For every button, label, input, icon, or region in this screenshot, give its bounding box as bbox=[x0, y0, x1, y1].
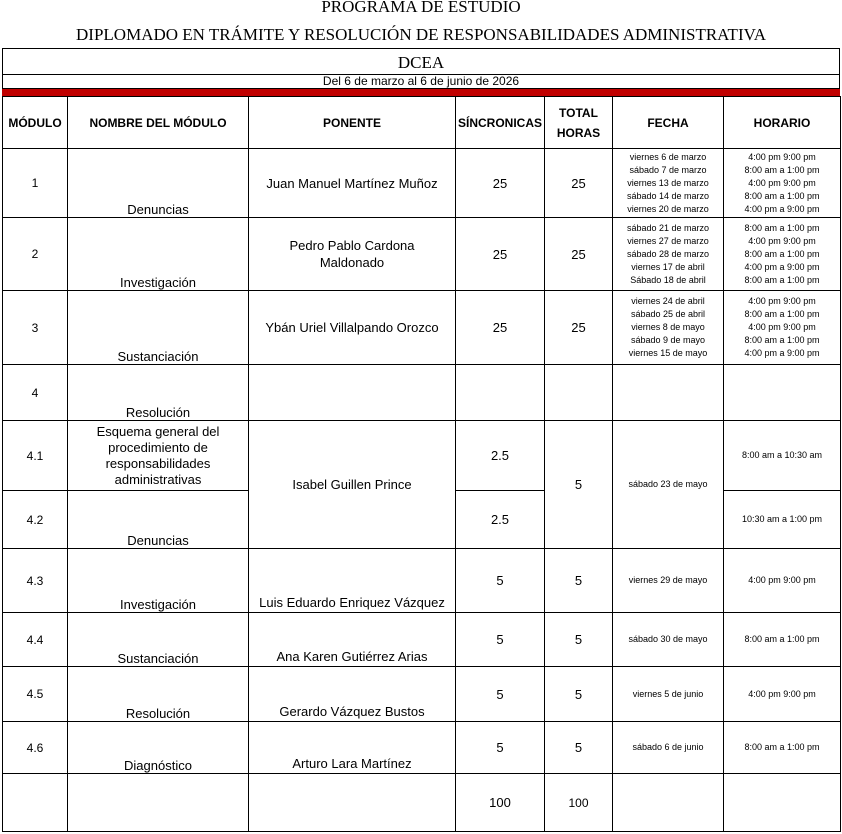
nombre-cell: Resolución bbox=[68, 667, 249, 722]
ponente-cell: Ybán Uriel Villalpando Orozco bbox=[249, 291, 456, 365]
total-cell: 5 bbox=[545, 667, 613, 722]
nombre-cell bbox=[68, 774, 249, 832]
fecha-item: viernes 27 de marzo bbox=[627, 235, 709, 246]
nombre-cell: Investigación bbox=[68, 218, 249, 291]
fecha-cell bbox=[613, 218, 724, 291]
nombre-cell: Investigación bbox=[68, 549, 249, 613]
horario-item: 8:00 am a 1:00 pm bbox=[744, 335, 820, 345]
table-row bbox=[3, 613, 841, 667]
horario-cell bbox=[724, 149, 841, 218]
modulo-cell: 2 bbox=[3, 218, 68, 291]
nombre-cell: Sustanciación bbox=[68, 613, 249, 667]
total-sincronicas: 100 bbox=[456, 774, 545, 832]
modulo-cell: 4.6 bbox=[3, 722, 68, 774]
col-total-line2: HORAS bbox=[556, 125, 601, 140]
fecha-item: sábado 7 de marzo bbox=[629, 164, 707, 175]
sincronicas-cell: 25 bbox=[456, 149, 545, 218]
fecha-cell: sábado 30 de mayo bbox=[613, 613, 724, 667]
horario-item: 8:00 am a 1:00 pm bbox=[744, 190, 820, 201]
ponente-cell: Isabel Guillen Prince bbox=[249, 421, 456, 549]
sincronicas-cell bbox=[456, 365, 545, 421]
sincronicas-cell: 2.5 bbox=[456, 491, 545, 549]
ponente-cell bbox=[249, 774, 456, 832]
fecha-item: Sábado 18 de abril bbox=[630, 274, 706, 285]
ponente-cell: Luis Eduardo Enriquez Vázquez bbox=[249, 549, 456, 613]
modulo-cell: 4 bbox=[3, 365, 68, 421]
fecha-item: viernes 6 de marzo bbox=[629, 151, 707, 162]
totals-row bbox=[3, 774, 841, 832]
sincronicas-cell: 5 bbox=[456, 722, 545, 774]
nombre-line: responsabilidades bbox=[105, 455, 211, 471]
ponente-cell bbox=[249, 218, 456, 291]
horario-item: 4:00 pm 9:00 pm bbox=[748, 235, 816, 246]
fecha-cell bbox=[613, 291, 724, 365]
fecha-cell: viernes 29 de mayo bbox=[613, 549, 724, 613]
fecha-cell: sábado 6 de junio bbox=[613, 722, 724, 774]
modulo-cell: 4.1 bbox=[3, 421, 68, 491]
table-row bbox=[3, 149, 841, 218]
sincronicas-cell: 5 bbox=[456, 613, 545, 667]
header-row bbox=[3, 97, 841, 149]
program-title: PROGRAMA DE ESTUDIO bbox=[321, 0, 521, 16]
total-cell: 5 bbox=[545, 549, 613, 613]
table-row bbox=[3, 421, 841, 491]
modulo-cell bbox=[3, 774, 68, 832]
table-row bbox=[3, 218, 841, 291]
total-cell bbox=[545, 365, 613, 421]
horario-cell bbox=[724, 365, 841, 421]
accent-bar bbox=[2, 89, 840, 96]
nombre-line: administrativas bbox=[114, 471, 202, 487]
modulo-cell: 4.3 bbox=[3, 549, 68, 613]
fecha-cell: sábado 23 de mayo bbox=[613, 421, 724, 549]
ponente-cell: Arturo Lara Martínez bbox=[249, 722, 456, 774]
fecha-item: viernes 17 de abril bbox=[631, 261, 705, 272]
fecha-item: viernes 20 de marzo bbox=[627, 203, 709, 214]
fecha-item: sábado 21 de marzo bbox=[626, 222, 710, 233]
modulo-cell: 3 bbox=[3, 291, 68, 365]
horario-cell bbox=[724, 291, 841, 365]
fecha-cell bbox=[613, 149, 724, 218]
nombre-cell: Denuncias bbox=[68, 149, 249, 218]
total-cell: 25 bbox=[545, 218, 613, 291]
nombre-line: Esquema general del bbox=[96, 423, 220, 439]
horario-item: 4:00 pm a 9:00 pm bbox=[744, 261, 820, 272]
horario-item: 8:00 am a 1:00 pm bbox=[744, 248, 820, 259]
fecha-item: viernes 13 de marzo bbox=[627, 177, 709, 188]
table-row bbox=[3, 549, 841, 613]
horario-cell: 4:00 pm 9:00 pm bbox=[724, 549, 841, 613]
ponente-cell bbox=[249, 365, 456, 421]
ponente-cell: Ana Karen Gutiérrez Arias bbox=[249, 613, 456, 667]
total-cell: 5 bbox=[545, 613, 613, 667]
fecha-item: sábado 14 de marzo bbox=[626, 190, 710, 201]
horario-item: 4:00 pm 9:00 pm bbox=[748, 296, 816, 306]
fecha-item: viernes 24 de abril bbox=[631, 296, 705, 306]
horario-item: 4:00 pm a 9:00 pm bbox=[744, 203, 820, 214]
ponente-cell: Juan Manuel Martínez Muñoz bbox=[249, 149, 456, 218]
fecha-item: sábado 25 de abril bbox=[630, 309, 706, 319]
nombre-line: procedimiento de bbox=[108, 439, 208, 455]
total-cell: 5 bbox=[545, 421, 613, 549]
nombre-cell: Denuncias bbox=[68, 491, 249, 549]
total-cell: 5 bbox=[545, 722, 613, 774]
horario-cell: 4:00 pm 9:00 pm bbox=[724, 667, 841, 722]
fecha-item: sábado 28 de marzo bbox=[626, 248, 710, 259]
fecha-cell bbox=[613, 774, 724, 832]
col-total bbox=[545, 97, 613, 149]
sincronicas-cell: 2.5 bbox=[456, 421, 545, 491]
horario-item: 4:00 pm 9:00 pm bbox=[748, 177, 816, 188]
modulo-cell: 1 bbox=[3, 149, 68, 218]
table-row bbox=[3, 365, 841, 421]
fecha-cell: viernes 5 de junio bbox=[613, 667, 724, 722]
horario-cell: 8:00 am a 1:00 pm bbox=[724, 613, 841, 667]
col-horario: HORARIO bbox=[724, 97, 841, 149]
nombre-cell bbox=[68, 421, 249, 491]
total-cell: 25 bbox=[545, 149, 613, 218]
horario-item: 4:00 pm a 9:00 pm bbox=[744, 348, 820, 358]
fecha-item: viernes 15 de mayo bbox=[628, 348, 708, 358]
horario-item: 4:00 pm 9:00 pm bbox=[748, 151, 816, 162]
fecha-item: sábado 9 de mayo bbox=[630, 335, 706, 345]
diploma-title: DIPLOMADO EN TRÁMITE Y RESOLUCIÓN DE RESPONSABILIDADES ADMINISTRATIVA bbox=[76, 25, 766, 44]
col-total-line1: TOTAL bbox=[559, 105, 598, 120]
fecha-item: viernes 8 de mayo bbox=[631, 322, 705, 332]
sincronicas-cell: 25 bbox=[456, 218, 545, 291]
department-label: DCEA bbox=[397, 53, 445, 72]
modulo-cell: 4.5 bbox=[3, 667, 68, 722]
nombre-cell: Resolución bbox=[68, 365, 249, 421]
table-row bbox=[3, 722, 841, 774]
date-range: Del 6 de marzo al 6 de junio de 2026 bbox=[2, 74, 840, 89]
horario-item: 8:00 am a 1:00 pm bbox=[744, 274, 820, 285]
horario-cell: 8:00 am a 1:00 pm bbox=[724, 722, 841, 774]
modulo-cell: 4.2 bbox=[3, 491, 68, 549]
total-horas: 100 bbox=[545, 774, 613, 832]
sincronicas-cell: 5 bbox=[456, 549, 545, 613]
fecha-cell bbox=[613, 365, 724, 421]
col-ponente: PONENTE bbox=[249, 97, 456, 149]
horario-item: 4:00 pm 9:00 pm bbox=[748, 322, 816, 332]
sincronicas-cell: 5 bbox=[456, 667, 545, 722]
col-modulo: MÓDULO bbox=[3, 97, 68, 149]
total-cell: 25 bbox=[545, 291, 613, 365]
table-row bbox=[3, 291, 841, 365]
horario-item: 8:00 am a 1:00 pm bbox=[744, 222, 820, 233]
ponente-cell: Gerardo Vázquez Bustos bbox=[249, 667, 456, 722]
horario-cell: 10:30 am a 1:00 pm bbox=[724, 491, 841, 549]
col-nombre: NOMBRE DEL MÓDULO bbox=[68, 97, 249, 149]
ponente-line: Maldonado bbox=[319, 255, 385, 270]
col-fecha: FECHA bbox=[613, 97, 724, 149]
horario-item: 8:00 am a 1:00 pm bbox=[744, 309, 820, 319]
col-sincronicas: SÍNCRONICAS bbox=[456, 97, 545, 149]
sincronicas-cell: 25 bbox=[456, 291, 545, 365]
table-row bbox=[3, 667, 841, 722]
schedule-table bbox=[2, 96, 841, 832]
horario-cell bbox=[724, 218, 841, 291]
horario-item: 8:00 am a 1:00 pm bbox=[744, 164, 820, 175]
nombre-cell: Diagnóstico bbox=[68, 722, 249, 774]
modulo-cell: 4.4 bbox=[3, 613, 68, 667]
nombre-cell: Sustanciación bbox=[68, 291, 249, 365]
horario-cell: 8:00 am a 10:30 am bbox=[724, 421, 841, 491]
horario-cell bbox=[724, 774, 841, 832]
ponente-line: Pedro Pablo Cardona bbox=[289, 238, 415, 253]
